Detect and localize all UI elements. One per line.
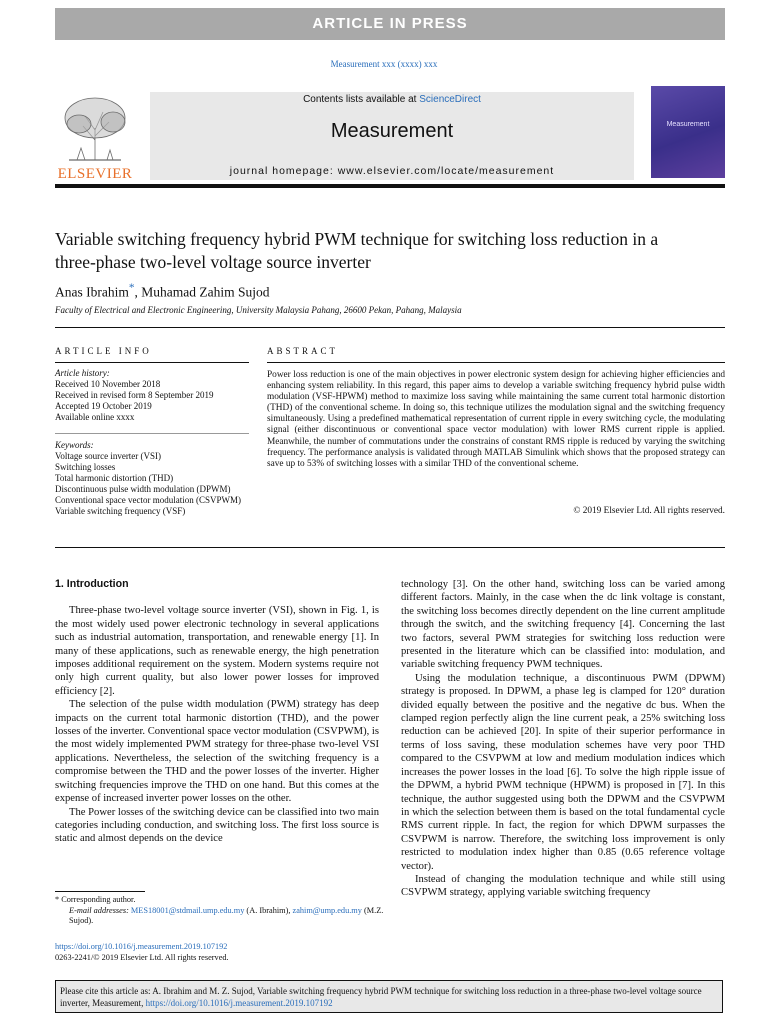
- paper-title: Variable switching frequency hybrid PWM technique for switching loss reduction in a three-phase two-level voltage source inverter: [55, 229, 659, 272]
- citation-box: [55, 980, 723, 1013]
- doi-block: [55, 942, 385, 963]
- keyword: Variable switching frequency (VSF): [55, 506, 186, 516]
- author-first[interactable]: Anas Ibrahim: [55, 284, 129, 300]
- history-item: Accepted 19 October 2019: [55, 401, 152, 411]
- email-label: E-mail addresses:: [69, 905, 131, 915]
- cover-title: Measurement: [666, 121, 710, 128]
- body-paragraph: Using the modulation technique, a discontinuous PWM (DPWM) strategy is proposed. In DPWM, a phase leg is clamped for 120° duration divided equally between the positive and the negative dc bus. When the clamped region perfectly align the line current peak, a 25% switching loss reduction can be achieved [20]. In spite of their superior performance in terms of loss saving, these modulation schemes have very poor THD compared to the CSVPWM at low and medium modulation indices which increases the power losses in the load [6]. To solve the high ripple issue of the DPWM, a hybrid PWM technique (HPWM) is proposed in [7]. In this technique, the author suggested using both the DPWM and the CSVPWM in which the selection between them is based on the total fundamental cycle RMS current ripple. In fact, the region for which DPWM surpasses the CSVPWM is narrow. Therefore, the switching loss improvement is only restricted to modulation index higher than 0.85 (0.65 reference voltage vector).: [401, 672, 725, 872]
- history-item: Received in revised form 8 September 2019: [55, 390, 214, 400]
- divider: [55, 362, 249, 363]
- keyword: Total harmonic distortion (THD): [55, 473, 174, 483]
- publisher-wordmark: ELSEVIER: [57, 166, 133, 182]
- author-rest[interactable]: , Muhamad Zahim Sujod: [134, 284, 270, 300]
- keyword: Conventional space vector modulation (CSVPWM): [55, 495, 241, 505]
- journal-title: Measurement: [330, 120, 454, 142]
- email-link-1[interactable]: MES18001@stdmail.ump.edu.my: [130, 905, 245, 915]
- corresponding-author-note: * Corresponding author.: [55, 895, 136, 904]
- body-paragraph: The Power losses of the switching device can be classified into two main categories including conduction, and switching loss. The first loss source is static and almost depends on the device: [55, 806, 379, 845]
- article-info-heading: ARTICLE INFO: [55, 346, 152, 356]
- keyword: Discontinuous pulse width modulation (DPWM): [55, 484, 231, 494]
- footnote-rule: [55, 891, 145, 892]
- history-item: Received 10 November 2018: [55, 379, 161, 389]
- sciencedirect-link[interactable]: ScienceDirect: [419, 94, 481, 105]
- body-paragraph: technology [3]. On the other hand, switching loss can be varied among different factors. Mainly, in the case when the dc link voltage is constant, the switching loss becomes directly dependent on the line current amplitude through the switch, and the switching frequency [4]. Concerning the last two factors, several PWM strategies for switching loss reduction were presented in the literature which can be classified into: modulation, and variable switching frequency PWM techniques.: [401, 579, 725, 671]
- keywords: [55, 440, 249, 517]
- divider: [55, 547, 725, 548]
- citation-text: Please cite this article as: A. Ibrahim and M. Z. Sujod, Variable switching frequency hybrid PWM technique for switching loss reduction in a three-phase two-level voltage source inverter, Measurement,: [60, 986, 702, 1008]
- body-paragraph: Three-phase two-level voltage source inverter (VSI), shown in Fig. 1, is the most widely used power electronic technology in several applications such as industrial automation, transportation, and renewable energy [1]. In many of these applications, such as renewable energy, the high penetration imposes additional requirement on the system. Modern systems require not only high current quality, but also lower power losses for improved efficiency [2].: [55, 605, 379, 697]
- keyword: Voltage source inverter (VSI): [55, 451, 162, 461]
- article-history: [55, 368, 249, 423]
- divider: [55, 327, 725, 328]
- citation-doi-link[interactable]: https://doi.org/10.1016/j.measurement.2019.107192: [145, 998, 333, 1008]
- issn-line: 0263-2241/© 2019 Elsevier Ltd. All rights reserved.: [55, 952, 229, 962]
- body-column-right: [401, 578, 725, 900]
- article-in-press-banner: ARTICLE IN PRESS: [55, 8, 725, 40]
- history-label: Article history:: [55, 368, 110, 378]
- abstract-heading: ABSTRACT: [267, 346, 339, 356]
- contents-line: [150, 94, 634, 105]
- journal-cover-image: [651, 86, 725, 178]
- abstract-copyright: © 2019 Elsevier Ltd. All rights reserved.: [573, 506, 725, 516]
- body-paragraph: The selection of the pulse width modulation (PWM) strategy has deep impacts on the current total harmonic distortion (THD), and the power losses of the inverter. Conventional space vector modulation (CSVPWM), is the most widely implemented PWM strategy for three-phase two-level VSI applications. Nevertheless, the selection of the switching frequency is a compromise between the THD and the power losses of the inverter. Higher switching frequencies improve the THD on one hand. But this comes at the expense of increased inverter power losses on the other.: [55, 699, 379, 805]
- footnote: [55, 895, 385, 927]
- keyword: Switching losses: [55, 462, 116, 472]
- journal-reference-link[interactable]: Measurement xxx (xxxx) xxx: [330, 59, 438, 69]
- journal-homepage[interactable]: journal homepage: www.elsevier.com/locate/measurement: [229, 165, 555, 177]
- author-list: [55, 282, 269, 301]
- abstract-text: Power loss reduction is one of the main objectives in power electronic system design for achieving higher efficiencies and enhancing system reliability. In this regard, this paper aims to develop a variable switching frequency hybrid pulse width modulation (VSF-HPWM) method to maximize loss saving while maintaining the same current total harmonic distortion (THD) of the conventional scheme. In doing so, this technique utilizes the modulation signal and the switching frequency simultaneously. Using a predefined mathematical representation of current ripple in every switching cycle, the modulating signal (either discontinuous or conventional space vector modulation) with lower RMS current ripple is applied. Meanwhile, the number of commutations under the constrains of constant RMS ripple is reduced by varying the switching frequency. The performance analysis is validated through MATLAB Simulink which shows that the proposed strategy can save up to 53% of switching losses with a similar THD of the conventional scheme.: [267, 370, 725, 469]
- keywords-label: Keywords:: [55, 440, 94, 450]
- email-owner-2: (M.Z. Sujod).: [69, 905, 384, 925]
- masthead-rule: [55, 184, 725, 188]
- section-heading: 1. Introduction: [55, 578, 129, 590]
- email-owner-1: (A. Ibrahim),: [244, 905, 293, 915]
- body-column-left: [55, 578, 379, 846]
- divider: [55, 433, 249, 434]
- corresponding-mark[interactable]: *: [128, 282, 135, 294]
- divider: [267, 362, 725, 363]
- email-link-2[interactable]: zahim@ump.edu.my: [292, 905, 362, 915]
- contents-prefix: Contents lists available at: [303, 94, 420, 105]
- body-paragraph: Instead of changing the modulation technique and while still using CSVPWM strategy, applying variable switching frequency: [401, 873, 725, 899]
- doi-link[interactable]: https://doi.org/10.1016/j.measurement.2019.107192: [55, 942, 228, 951]
- history-item: Available online xxxx: [55, 412, 135, 422]
- affiliation: Faculty of Electrical and Electronic Engineering, University Malaysia Pahang, 26600 Pekan, Pahang, Malaysia: [55, 305, 462, 315]
